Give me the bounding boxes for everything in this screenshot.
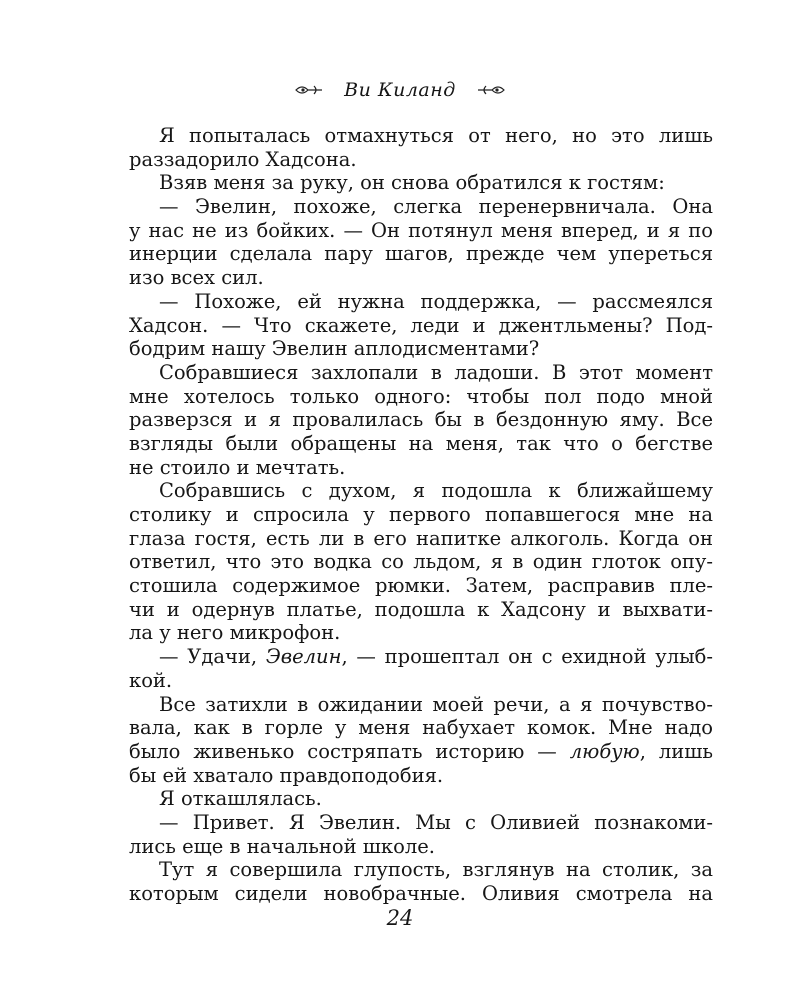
text-line: Тут я совершила глупость, взглянув на столик, за <box>159 858 713 882</box>
text-line: столику и спросила у первого попавшегося мне на <box>129 503 713 526</box>
text-line: не стоило и мечтать. <box>129 455 346 479</box>
text-run: было живенько состряпать историю — <box>129 739 570 763</box>
text-line: Все затихли в ожидании моей речи, а я почувство- <box>159 692 713 716</box>
text-line: глаза гостя, есть ли в его напитке алкоголь. Когда он <box>129 526 713 550</box>
text-line: у нас не из бойких. — Он потянул меня вперед, и я по <box>129 218 713 242</box>
text-line: вала, как в горле у меня набухает комок. Мне надо <box>129 716 713 740</box>
text-line: стошила содержимое рюмки. Затем, расправив пле- <box>129 574 713 598</box>
text-line: инерции сделала пару шагов, прежде чем упереться <box>129 242 713 266</box>
body-text <box>129 124 713 906</box>
text-run: , — прошептал он с ехидной улыб- <box>341 645 714 669</box>
text-line: Я попыталась отмахнуться от него, но это лишь <box>159 124 713 147</box>
right-flourish-ornament-icon <box>476 83 506 97</box>
text-line: — Привет. Я Эвелин. Мы с Оливией познакоми- <box>159 810 713 834</box>
running-header <box>0 78 800 101</box>
text-line: которым сидели новобрачные. Оливия смотрела на <box>129 882 713 905</box>
text-line: кой. <box>129 668 173 692</box>
text-line: — Эвелин, похоже, слегка перенервничала. Она <box>159 195 713 219</box>
italic-text-run: Эвелин <box>265 645 342 669</box>
text-line: Собравшиеся захлопали в ладоши. В этот момент <box>159 360 713 384</box>
italic-text-run: любую <box>569 739 640 763</box>
text-line: Взяв меня за руку, он снова обратился к гостям: <box>159 171 665 195</box>
text-line: бы ей хватало правдоподобия. <box>129 763 444 787</box>
page-number: 24 <box>386 906 414 930</box>
text-run: — Удачи, <box>159 645 266 669</box>
text-line <box>129 645 713 669</box>
text-line: Я откашлялась. <box>159 787 322 811</box>
text-line: разверзся и я провалилась бы в бездонную яму. Все <box>129 408 713 432</box>
text-line: взгляды были обращены на меня, так что о бегстве <box>129 431 713 455</box>
text-line: Хадсон. — Что скажете, леди и джентльмены? Под- <box>129 313 713 337</box>
text-line <box>129 740 713 764</box>
text-line: лись еще в начальной школе. <box>129 834 435 858</box>
text-line: бодрим нашу Эвелин аплодисментами? <box>129 337 540 361</box>
text-line: Собравшись с духом, я подошла к ближайшему <box>159 479 713 503</box>
text-line: ответил, что это водка со льдом, я в один глоток опу- <box>129 550 713 574</box>
text-line: — Похоже, ей нужна поддержка, — рассмеялся <box>159 289 713 313</box>
text-run: , лишь <box>639 739 713 763</box>
book-author-title: Ви Киланд <box>344 79 456 101</box>
left-flourish-ornament-icon <box>294 83 324 97</box>
text-line: ла у него микрофон. <box>129 621 341 645</box>
text-line: раззадорило Хадсона. <box>129 147 357 171</box>
text-line: изо всех сил. <box>129 266 264 290</box>
text-line: чи и одернув платье, подошла к Хадсону и выхвати- <box>129 597 713 621</box>
text-line: мне хотелось только одного: чтобы пол подо мной <box>129 384 713 408</box>
